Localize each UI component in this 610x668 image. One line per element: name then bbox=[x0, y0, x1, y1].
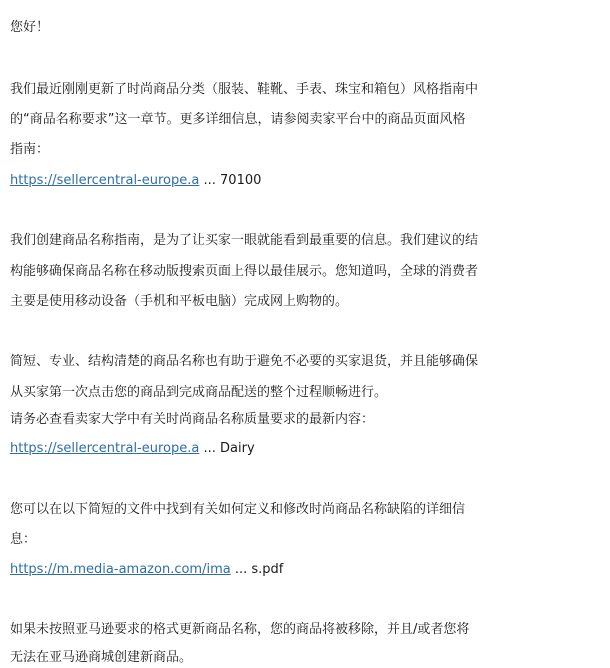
seller-university-link-suffix: ... Dairy bbox=[199, 441, 255, 456]
paragraph-4-link-row bbox=[10, 560, 283, 580]
paragraph-3-line-3: 请务必查看卖家大学中有关时尚商品名称质量要求的最新内容： bbox=[10, 412, 375, 427]
pdf-document-link-suffix: ... s.pdf bbox=[230, 562, 284, 577]
paragraph-3-line-1: 简短、专业、结构清楚的商品名称也有助于避免不必要的买家退货，并且能够确保 bbox=[10, 354, 479, 369]
paragraph-3-line-2: 从买家第一次点击您的商品到完成商品配送的整个过程顺畅进行。 bbox=[10, 385, 388, 400]
style-guide-link[interactable]: https://sellercentral-europe.a bbox=[10, 173, 200, 188]
pdf-document-link[interactable]: https://m.media-amazon.com/ima bbox=[10, 562, 231, 577]
paragraph-3-link-row bbox=[10, 439, 255, 459]
paragraph-1-line-3: 指南： bbox=[10, 142, 50, 157]
paragraph-1-line-2: 的“商品名称要求”这一章节。更多详细信息，请参阅卖家平台中的商品页面风格 bbox=[10, 112, 466, 127]
paragraph-4-line-1: 您可以在以下简短的文件中找到有关如何定义和修改时尚商品名称缺陷的详细信 bbox=[10, 502, 466, 517]
paragraph-1-line-1: 我们最近刚刚更新了时尚商品分类（服装、鞋靴、手表、珠宝和箱包）风格指南中 bbox=[10, 82, 479, 97]
paragraph-2-line-2: 构能够确保商品名称在移动版搜索页面上得以最佳展示。您知道吗，全球的消费者 bbox=[10, 264, 479, 279]
style-guide-link-suffix: ... 70100 bbox=[199, 173, 262, 188]
paragraph-2-line-3: 主要是使用移动设备（手机和平板电脑）完成网上购物的。 bbox=[10, 294, 349, 309]
greeting: 您好！ bbox=[10, 20, 50, 35]
paragraph-2-line-1: 我们创建商品名称指南，是为了让买家一眼就能看到最重要的信息。我们建议的结 bbox=[10, 233, 479, 248]
paragraph-1-link-row bbox=[10, 171, 261, 191]
paragraph-5-line-2: 无法在亚马逊商城创建新商品。 bbox=[10, 650, 193, 665]
paragraph-4-line-2: 息： bbox=[10, 532, 37, 547]
seller-university-link[interactable]: https://sellercentral-europe.a bbox=[10, 441, 200, 456]
paragraph-5-line-1: 如果未按照亚马逊要求的格式更新商品名称，您的商品将被移除，并且/或者您将 bbox=[10, 622, 470, 637]
